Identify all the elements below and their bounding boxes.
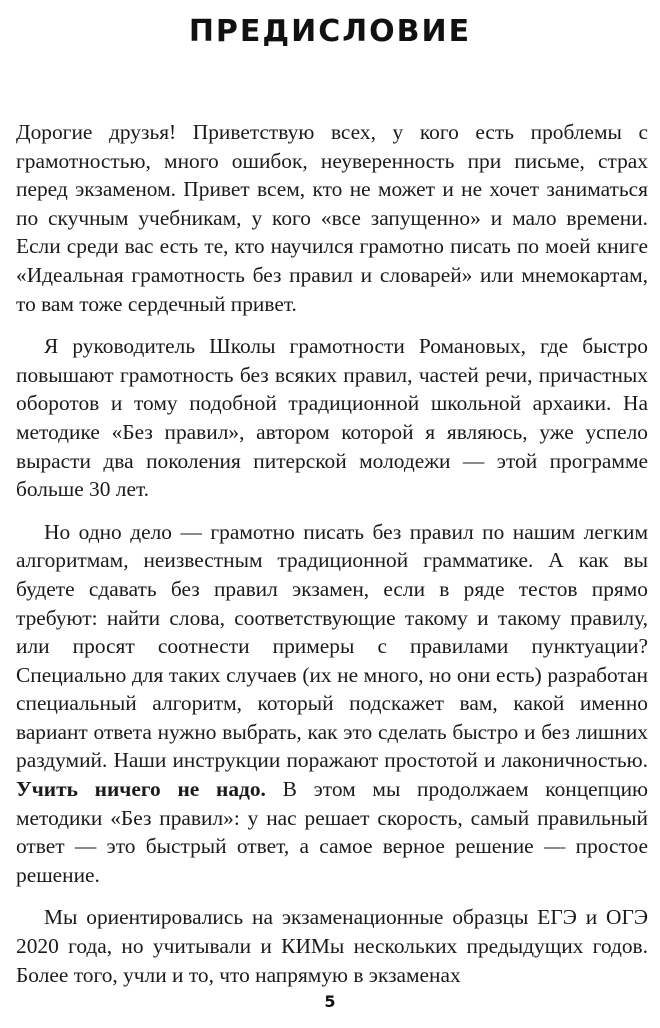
paragraph-3-text-end: В этом мы продолжаем концепцию методики «Без правил»: у нас решает скорость, самый правильный ответ — это быстрый ответ, а самое верное решение — простое решение. xyxy=(16,777,648,887)
paragraph-3-text-start: Но одно дело — грамотно писать без правил по нашим легким алгоритмам, неизвестным традиционной грамматике. А как вы будете сдавать без правил экзамен, если в ряде тестов прямо требуют: найти слова, соответствующие такому и такому правилу, или просят соотнести примеры с правилами пунктуации? Специально для таких случаев (их не много, но они есть) разработан специальный алгоритм, который подскажет вам, какой именно вариант ответа нужно выбрать, как это сделать быстро и без лишних раздумий. Наши инструкции поражают простотой и лаконичностью. xyxy=(16,519,648,773)
paragraph-3 xyxy=(16,518,648,890)
paragraph-3-emphasis: Учить ничего не надо. xyxy=(16,777,266,802)
paragraph-4: Мы ориентировались на экзаменационные образцы ЕГЭ и ОГЭ 2020 года, но учитывали и КИМы нескольких предыдущих годов. Более того, учли и то, что напрямую в экзаменах xyxy=(16,905,648,987)
page-number: 5 xyxy=(324,992,336,1011)
page-title: ПРЕДИСЛОВИЕ xyxy=(188,14,472,49)
body-text xyxy=(16,118,648,1003)
paragraph-2: Я руководитель Школы грамотности Романовых, где быстро повышают грамотность без всяких правил, частей речи, причастных оборотов и тому подобной традиционной школьной архаики. На методике «Без правил», автором которой я являюсь, уже успело вырасти два поколения питерской молодежи — этой программе больше 30 лет. xyxy=(16,334,648,502)
paragraph-1: Дорогие друзья! Приветствую всех, у кого есть проблемы с грамотностью, много ошибок, неуверенность при письме, страх перед экзаменом. Привет всем, кто не может и не хочет заниматься по скучным учебникам, у кого «все запущенно» и мало времени. Если среди вас есть те, кто научился грамотно писать по моей книге «Идеальная грамотность без правил и словарей» или мнемокартам, то вам тоже сердечный привет. xyxy=(16,120,648,316)
